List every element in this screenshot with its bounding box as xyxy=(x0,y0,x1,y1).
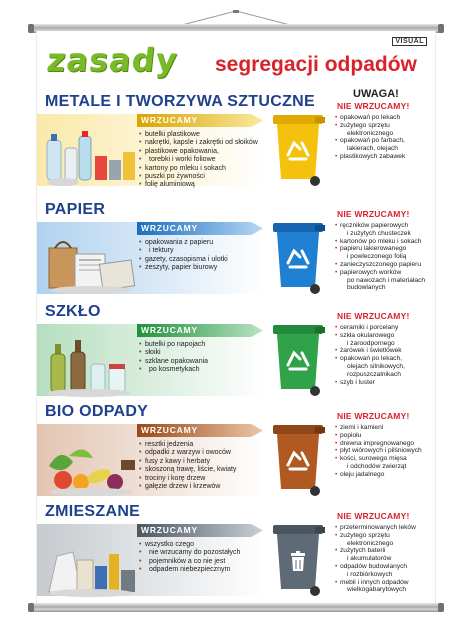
list-item: • plastikowych zabawek xyxy=(335,153,435,161)
list-item: rozpuszczalnikach xyxy=(347,370,401,378)
list-item: • szkła okularowego xyxy=(335,332,435,340)
section-metale xyxy=(37,93,436,193)
list-item: • puszki po żywności xyxy=(139,173,259,181)
poster-title: segregacji odpadów xyxy=(215,53,417,76)
list-item: • i tektury xyxy=(139,247,259,255)
list-item: • gałęzie drzew i krzewów xyxy=(139,483,259,491)
list-item: • opakowań po lekach xyxy=(335,114,435,122)
list-item: • oleju jadalnego xyxy=(335,471,435,479)
list-item: • plastikowe opakowania, xyxy=(139,148,259,156)
list-item: • żarówek i świetlówek xyxy=(335,347,435,355)
list-item: • odpadem niebezpiecznym xyxy=(139,566,259,574)
bio-waste-illustration xyxy=(43,436,139,498)
list-item: i żaroodpornego xyxy=(347,339,395,347)
yellow-bin xyxy=(265,107,331,187)
list-item: • opakowań po farbach, xyxy=(335,137,435,145)
list-item: po nawozach i materiałach xyxy=(347,276,426,284)
nie-wrzucamy-list xyxy=(335,114,435,161)
list-item: • zużytych baterii xyxy=(335,547,435,555)
wrzucamy-label: WRZUCAMY xyxy=(141,325,198,335)
list-item: i zużytych chusteczek xyxy=(347,229,411,237)
list-item: • szyb i luster xyxy=(335,379,435,387)
list-item: • drewna impregnowanego xyxy=(335,440,435,448)
wrzucamy-label: WRZUCAMY xyxy=(141,525,198,535)
list-item: • po kosmetykach xyxy=(139,366,259,374)
wrzucamy-list xyxy=(139,131,259,190)
paper-waste-illustration xyxy=(43,234,139,296)
list-item: • wszystko czego xyxy=(139,541,259,549)
section-title: PAPIER xyxy=(45,201,106,218)
list-item: i akumulatorów xyxy=(347,555,392,563)
section-zmieszane xyxy=(37,503,436,603)
wrzucamy-label: WRZUCAMY xyxy=(141,425,198,435)
trash-can-icon xyxy=(291,551,305,571)
list-item: i rozbiórkowych xyxy=(347,570,393,578)
brown-bin xyxy=(265,417,331,497)
list-item: • resztki jedzenia xyxy=(139,441,259,449)
list-item: • torebki i worki foliowe xyxy=(139,156,259,164)
list-item: • fusy z kawy i herbaty xyxy=(139,458,259,466)
section-title: SZKŁO xyxy=(45,303,101,320)
nie-wrzucamy-list xyxy=(335,524,435,594)
list-item: • papierowych worków xyxy=(335,269,435,277)
list-item: olejach silnikowych, xyxy=(347,362,405,370)
list-item: • zanieczyszczonego papieru xyxy=(335,261,435,269)
list-item: • płyt wiórowych i pilśniowych xyxy=(335,447,435,455)
blue-bin xyxy=(265,215,331,295)
list-item: • gazety, czasopisma i ulotki xyxy=(139,256,259,264)
list-item: • butelki plastikowe xyxy=(139,131,259,139)
list-item: • mebli i innych odpadów xyxy=(335,579,435,587)
list-item: budowlanych xyxy=(347,284,386,292)
green-bin xyxy=(265,317,331,397)
section-band xyxy=(37,220,263,296)
list-item: • zużytego sprzętu xyxy=(335,122,435,130)
grey-bin xyxy=(265,517,331,597)
list-item: • odpadki z warzyw i owoców xyxy=(139,449,259,457)
nie-wrzucamy-title: NIE WRZUCAMY! xyxy=(337,101,410,111)
list-item: • nie wrzucamy do pozostałych xyxy=(139,549,259,557)
list-item: • kartonów po mleku i sokach xyxy=(335,238,435,246)
list-item: lakierach, olejach xyxy=(347,145,398,153)
wrzucamy-list xyxy=(139,239,259,273)
section-band xyxy=(37,322,263,398)
poster-header xyxy=(37,31,436,100)
list-item: • słoiki xyxy=(139,349,259,357)
list-item: • kartony po mleku i sokach xyxy=(139,165,259,173)
list-item: • szklane opakowania xyxy=(139,358,259,366)
poster xyxy=(36,31,436,605)
list-item: wielkogabarytowych xyxy=(347,586,407,594)
list-item: • zużytego sprzętu xyxy=(335,532,435,540)
nie-wrzucamy-title: NIE WRZUCAMY! xyxy=(337,511,410,521)
list-item: • papieru lakierowanego xyxy=(335,245,435,253)
list-item: • trociny i korę drzew xyxy=(139,475,259,483)
wrzucamy-label: WRZUCAMY xyxy=(141,115,198,125)
mixed-waste-illustration xyxy=(43,536,139,598)
plastic-metal-waste-illustration xyxy=(43,126,139,188)
section-band xyxy=(37,422,263,498)
nie-wrzucamy-title: NIE WRZUCAMY! xyxy=(337,209,410,219)
list-item: i odchodów zwierząt xyxy=(347,462,407,470)
wrzucamy-label: WRZUCAMY xyxy=(141,223,198,233)
section-title: ZMIESZANE xyxy=(45,503,141,520)
list-item: • ręczników papierowych xyxy=(335,222,435,230)
list-item: • opakowania z papieru xyxy=(139,239,259,247)
list-item: • ceramiki i porcelany xyxy=(335,324,435,332)
list-item: elektronicznego xyxy=(347,539,394,547)
section-band xyxy=(37,112,263,188)
bottom-hanging-rod xyxy=(30,603,442,612)
list-item: • butelki po napojach xyxy=(139,341,259,349)
list-item: • odpadów budowlanych xyxy=(335,563,435,571)
nie-wrzucamy-title: NIE WRZUCAMY! xyxy=(337,311,410,321)
nie-wrzucamy-list xyxy=(335,424,435,479)
list-item: • opakowań po lekach, xyxy=(335,355,435,363)
section-title: METALE I TWORZYWA SZTUCZNE xyxy=(45,93,315,110)
brand-logo: VISUAL xyxy=(392,37,427,46)
section-band xyxy=(37,522,263,598)
section-papier xyxy=(37,201,436,301)
nie-wrzucamy-list xyxy=(335,222,435,292)
wrzucamy-list xyxy=(139,441,259,491)
section-szklo xyxy=(37,303,436,403)
section-bio-odpady xyxy=(37,403,436,503)
list-item: • folię aluminiową xyxy=(139,181,259,189)
list-item: • ziemi i kamieni xyxy=(335,424,435,432)
list-item: i powleczonego folią xyxy=(347,253,407,261)
section-title: BIO ODPADY xyxy=(45,403,149,420)
list-item: • nakrętki, kapsle i zakrętki od słoików xyxy=(139,139,259,147)
list-item: • popiołu xyxy=(335,432,435,440)
wrzucamy-list xyxy=(139,341,259,375)
list-item: • skoszoną trawę, liście, kwiaty xyxy=(139,466,259,474)
nie-wrzucamy-title: NIE WRZUCAMY! xyxy=(337,411,410,421)
zasady-heading: zasady xyxy=(45,41,180,79)
list-item: • zeszyty, papier biurowy xyxy=(139,264,259,272)
list-item: • pojemników a co nie jest xyxy=(139,558,259,566)
list-item: • przeterminowanych leków xyxy=(335,524,435,532)
uwaga-label: UWAGA! xyxy=(353,88,399,100)
list-item: • kości, surowego mięsa xyxy=(335,455,435,463)
list-item: elektronicznego xyxy=(347,129,394,137)
nie-wrzucamy-list xyxy=(335,324,435,386)
wrzucamy-list xyxy=(139,541,259,575)
glass-waste-illustration xyxy=(43,336,139,398)
